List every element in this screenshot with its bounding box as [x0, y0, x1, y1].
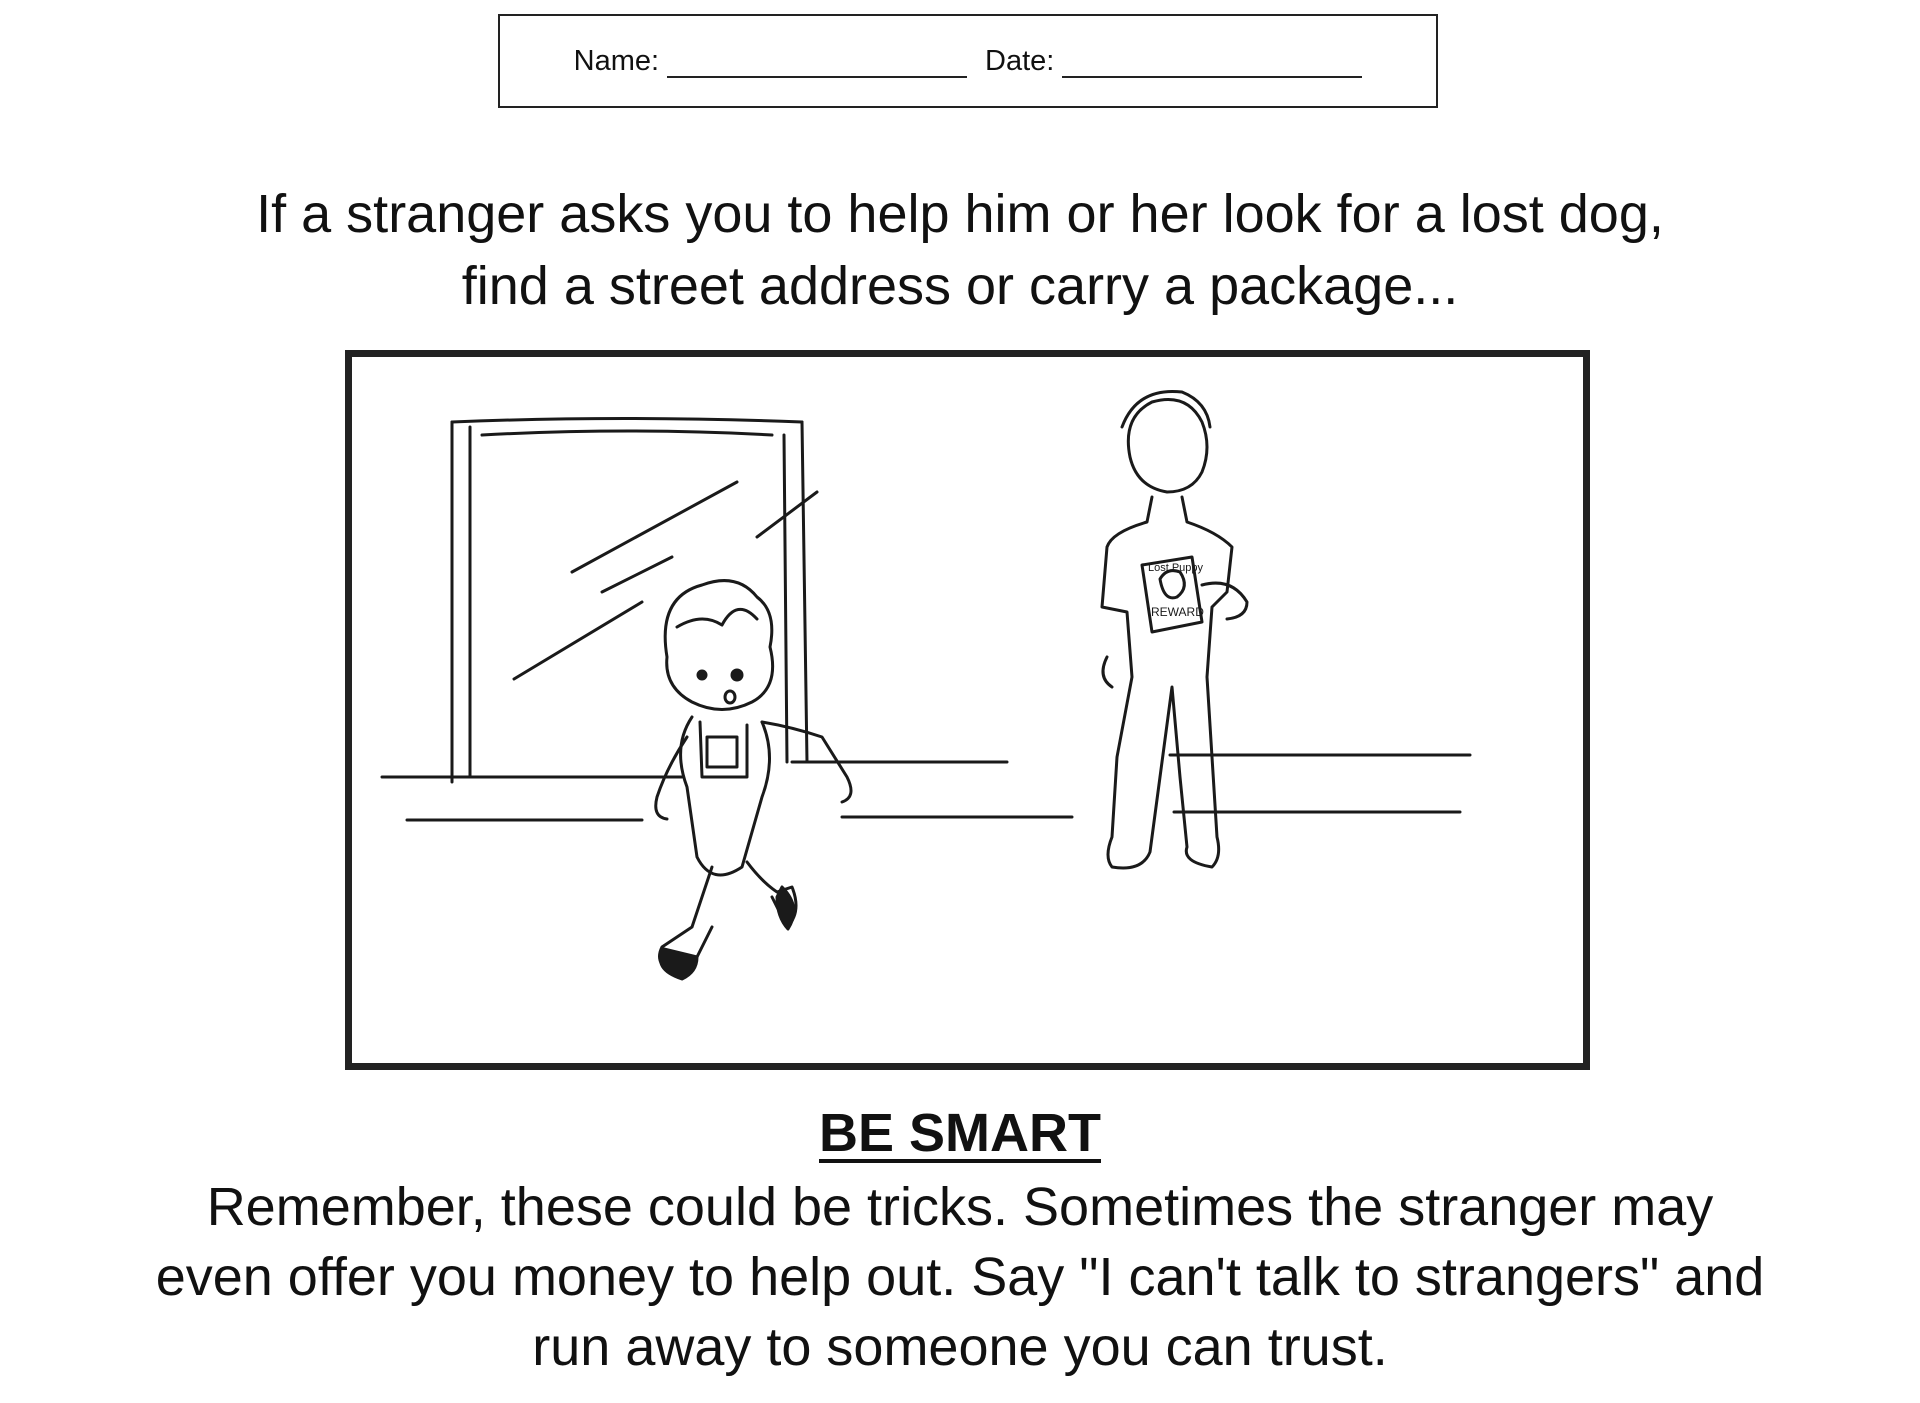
illustration — [352, 357, 1583, 1063]
intro-text — [0, 178, 1920, 322]
poster-title: Lost Puppy — [1148, 562, 1204, 574]
body-line-2: even offer you money to help out. Say "I can't talk to strangers" and — [155, 1247, 1765, 1307]
intro-line-2: find a street address or carry a package... — [461, 256, 1459, 316]
poster-reward: REWARD — [1151, 605, 1204, 619]
name-field[interactable] — [574, 45, 967, 78]
body-line-3: run away to someone you can trust. — [532, 1317, 1388, 1377]
body-line-1: Remember, these could be tricks. Sometimes the stranger may — [206, 1177, 1714, 1237]
date-field[interactable] — [985, 45, 1362, 78]
be-smart-heading — [0, 1100, 1920, 1166]
date-blank-line[interactable] — [1062, 50, 1362, 78]
intro-line-1: If a stranger asks you to help him or her look for a lost dog, — [256, 184, 1664, 244]
stranger-drawing — [1102, 391, 1247, 868]
date-label: Date: — [985, 44, 1055, 77]
illustration-frame — [345, 350, 1590, 1070]
body-text — [0, 1172, 1920, 1382]
sidewalk-lines — [382, 755, 1470, 820]
name-label: Name: — [573, 44, 660, 77]
heading-text: BE SMART — [819, 1103, 1101, 1163]
name-date-box — [498, 14, 1438, 108]
child-drawing — [656, 581, 851, 979]
name-blank-line[interactable] — [667, 50, 967, 78]
